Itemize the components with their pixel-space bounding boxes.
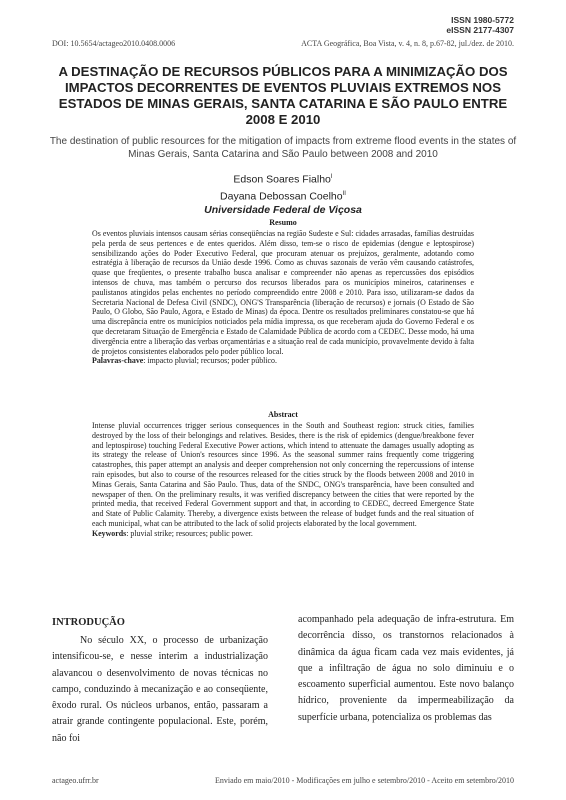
- intro-right-column: acompanhado pela adequação de infra-estrutura. Em decorrência disso, os transtornos relacionados à dinâmica da água ficam cada vez mais evidentes, já que a infiltração de água no solo diminuiu e o escoamento superficial aumentou. Este novo balanço hídrico, proveniente da impermeabilização da superfície urbana, potencializa os problemas das: [298, 614, 514, 723]
- abstract-keywords-label: Keywords: [92, 528, 127, 538]
- site-link[interactable]: actageo.ufrr.br: [52, 776, 99, 785]
- resumo-keywords-label: Palavras-chave: [92, 356, 144, 366]
- resumo-body: Os eventos pluviais intensos causam sérias conseqüências na região Sudeste e Sul: cidades arrasadas, famílias destruídas pela perda de seus pertences e de entes queridos. Além disso, tem-se o risco de epidemias (dengue e leptospirose) sensibilizando ações do Poder Executivo Federal, que procuram atenuar os prejuízos, geralmente, adotando como estratégia à liberação de recursos da União desde 1996. Como as chuvas sazonais de verão vêm causando catástrofes, quase que freqüentes, o presente trabalho busca analisar e compreender não apenas as repercussões dos episódios intensos de chuva, mas também o percurso dos recursos liberados para os municípios mineiros, catarinenses e paulistanos atingidos pelas enchentes no período compreendido entre 2008 e 2010. Para isso, utilizaram-se dados da Secretaria Nacional de Defesa Civil (SNDC), ONG'S Transparência (liberação de recursos) e jornais (O Estado de São Paulo, O Globo, São Paulo, Agora, e Estado de Minas) da época. Dentre os resultados preliminares constatou-se que há uma discrepância entre os municípios noticiados pela mídia impressa, os que receberam ajuda do Governo Federal e os que decretaram Situação de Emergência e Estado de Calamidade Pública de acordo com a CEDEC. Desse modo, há uma divergência entre a liberação das verbas orçamentárias e a situação real de cada município, provavelmente devido à falta de projetos consistentes elaborados pelo poder público local.: [92, 229, 474, 356]
- author-mark: I: [330, 174, 333, 180]
- intro-left-column: No século XX, o processo de urbanização intensificou-se, e nesse interim a industrialização alavancou o desenvolvimento de novas técnicas no campo, conduzindo à mecanização e ao conseqüente, êxodo rural. Os núcleos urbanos, então, passaram a atrair grande contingente populacional. Este, porém, não foi: [52, 635, 268, 744]
- article-title: A DESTINAÇÃO DE RECURSOS PÚBLICOS PARA A MINIMIZAÇÃO DOS IMPACTOS DECORRENTES DE EVENTOS PLUVIAIS EXTREMOS NOS ESTADOS DE MINAS GERAIS, SANTA CATARINA E SÃO PAULO ENTRE 2008 E 2010: [58, 64, 508, 127]
- abstract-keywords: : pluvial strike; resources; public power.: [126, 528, 253, 538]
- journal-reference: ACTA Geográfica, Boa Vista, v. 4, n. 8, p.67-82, jul./dez. de 2010.: [301, 39, 514, 48]
- resumo-keywords: : impacto pluvial; recursos; poder público.: [143, 356, 277, 366]
- abstract-text: [92, 421, 474, 539]
- author-2: [0, 187, 566, 204]
- resumo-text: [92, 229, 474, 366]
- author-block: [0, 170, 566, 217]
- issn-print: ISSN 1980-5772: [451, 15, 514, 25]
- author-1: [0, 170, 566, 187]
- section-heading-introducao: INTRODUÇÃO: [52, 617, 125, 628]
- submission-dates: Enviado em maio/2010 - Modificações em julho e setembro/2010 - Aceito em setembro/2010: [214, 776, 514, 785]
- author-name: Dayana Debossan Coelho: [220, 190, 343, 202]
- page-footer: [52, 776, 514, 785]
- issn-electronic: eISSN 2177-4307: [446, 25, 514, 35]
- author-mark: II: [342, 190, 346, 197]
- abstract-body: Intense pluvial occurrences trigger serious consequences in the South and Southeast region: struck cities, families destroyed by the loss of their belongings and relatives. Besides, there is the risk of epidemics (dengue/breakbone fever and leptospirose) touching Federal Executive Power actions, which intend to attenuate the damages usually adopting as its strategy the release of Union's resources since 1996. As the seasonal summer rains frequently come triggering catastrophes, this paper attempt an analysis and deeper comprehension not only concerning the repercussions of intense rain episodes, but also to course of the resources released for the cities struck by the floods between 2008 and 2010 in Minas Gerais, Santa Catarina and São Paulo. Thus, data of the SNDC, ONG's transparência, have been consulted and newspaper of then. On the preliminary results, it was verified discrepancy between the cities that were reported by the printed media, that received Federal Government support and that, in according to CEDEC, decreed Emergence State and State of Public Calamity. Thereby, a divergence exists between the release of budget funds and the real situation of each municipal, what can be attributed to the lack of solid projects elaborated by the local government.: [92, 421, 474, 528]
- article-subtitle: The destination of public resources for the mitigation of impacts from extreme flood events in the states of Minas Gerais, Santa Catarina and São Paulo between 2008 and 2010: [49, 136, 517, 160]
- doi-link[interactable]: DOI: 10.5654/actageo2010.0408.0006: [52, 39, 176, 48]
- abstract-heading: Abstract: [268, 410, 298, 419]
- author-name: Edson Soares Fialho: [233, 173, 331, 186]
- affiliation: Universidade Federal de Viçosa: [204, 204, 362, 216]
- running-header: [52, 39, 514, 48]
- resumo-heading: Resumo: [269, 218, 297, 227]
- issn-block: [446, 15, 514, 35]
